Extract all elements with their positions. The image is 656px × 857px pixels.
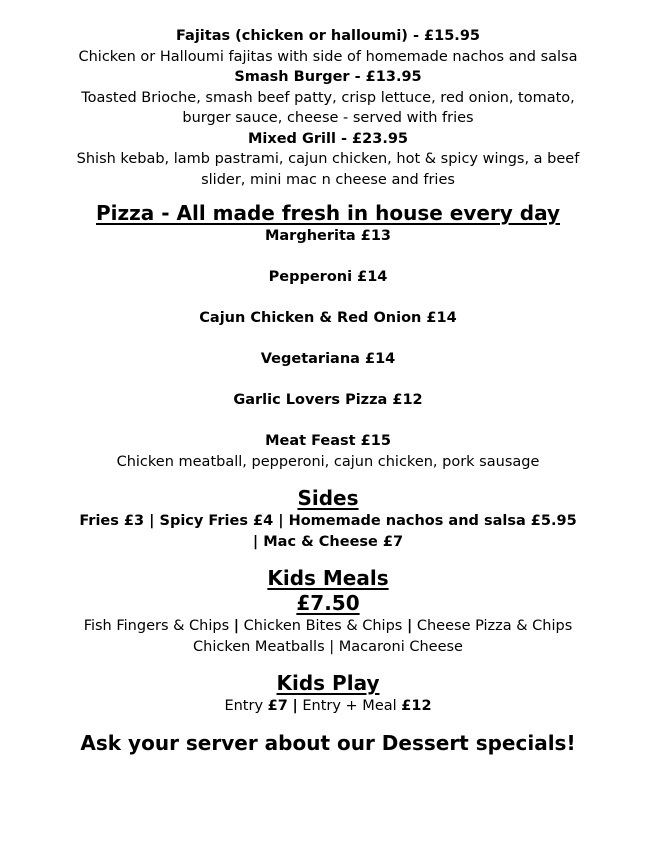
kids-play-prices <box>0 696 656 717</box>
kids-meals-line-2: Chicken Meatballs | Macaroni Cheese <box>193 638 463 655</box>
entry-meal-label: Entry + Meal <box>302 698 397 714</box>
kids-meal-fish-fingers: Fish Fingers & Chips <box>83 618 230 634</box>
pizza-heading: Pizza - All made fresh in house every day <box>95 201 561 225</box>
pizza-item-vegetariana: Vegetariana £14 <box>260 351 396 367</box>
kids-meals-heading: Kids Meals <box>267 566 389 590</box>
smash-burger-title: Smash Burger - £13.95 <box>234 69 422 85</box>
pizza-item-pepperoni: Pepperoni £14 <box>268 269 388 285</box>
smash-burger-desc: Toasted Brioche, smash beef patty, crisp lettuce, red onion, tomato, burger sauce, cheese - served with fries <box>81 89 575 126</box>
entry-meal-price: £12 <box>401 698 432 714</box>
separator: | <box>292 698 298 714</box>
entry-label: Entry <box>224 698 264 714</box>
pizza-item-garlic-lovers: Garlic Lovers Pizza £12 <box>233 392 423 408</box>
pizza-item-meat-feast: Meat Feast £15 <box>265 433 391 449</box>
sides-list: Fries £3 | Spicy Fries £4 | Homemade nachos and salsa £5.95 | Mac & Cheese £7 <box>79 513 577 550</box>
pizza-item-cajun-chicken: Cajun Chicken & Red Onion £14 <box>199 310 457 326</box>
mixed-grill-desc: Shish kebab, lamb pastrami, cajun chicken, hot & spicy wings, a beef slider, mini mac n cheese and fries <box>76 151 580 188</box>
entry-price: £7 <box>267 698 288 714</box>
fajitas-desc: Chicken or Halloumi fajitas with side of homemade nachos and salsa <box>78 48 578 65</box>
kids-meal-chicken-bites: Chicken Bites & Chips <box>243 618 403 634</box>
kids-play-heading: Kids Play <box>276 671 380 695</box>
pizza-item-margherita: Margherita £13 <box>264 228 392 244</box>
fajitas-title: Fajitas (chicken or halloumi) - £15.95 <box>175 28 480 44</box>
separator: | <box>406 618 413 634</box>
kids-meals-line-1 <box>68 616 588 637</box>
dessert-specials-note: Ask your server about our Dessert specials! <box>80 730 576 755</box>
separator: | <box>233 618 240 634</box>
kids-meals-price: £7.50 <box>296 591 360 615</box>
sides-heading: Sides <box>297 486 359 510</box>
mixed-grill-title: Mixed Grill - £23.95 <box>247 130 409 147</box>
meat-feast-desc: Chicken meatball, pepperoni, cajun chicken, pork sausage <box>116 453 540 470</box>
kids-meal-cheese-pizza: Cheese Pizza & Chips <box>416 618 573 634</box>
